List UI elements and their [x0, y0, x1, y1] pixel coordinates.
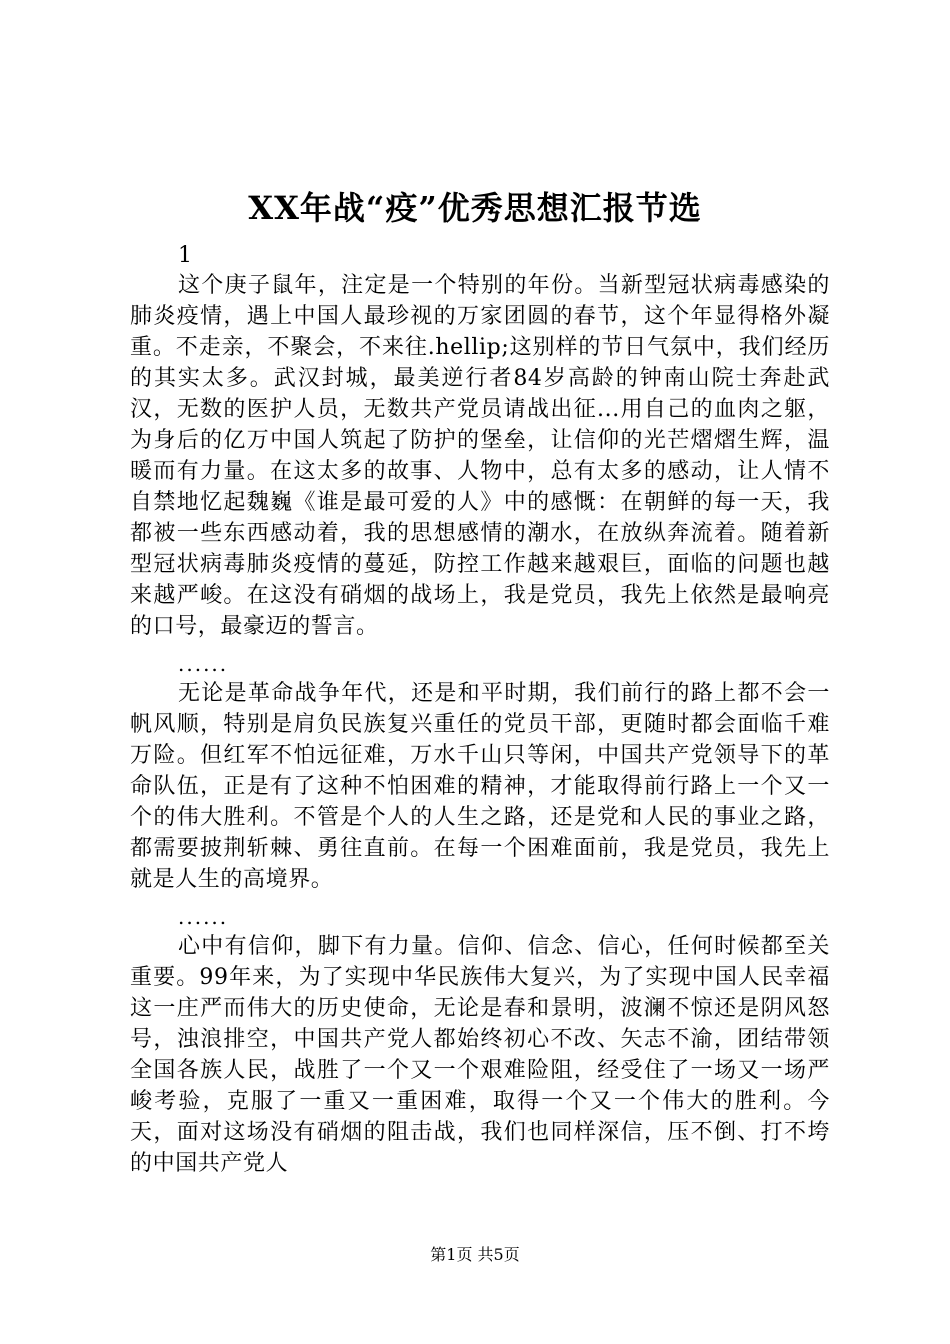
paragraph-2: 无论是革命战争年代，还是和平时期，我们前行的路上都不会一帆风顺，特别是肩负民族复兴重任的党员干部，更随时都会面临千难万险。但红军不怕远征难，万水千山只等闲，中国共产党领导下的革命队伍，正是有了这种不怕困难的精神，才能取得前行路上一个又一个的伟大胜利。不管是个人的人生之路，还是党和人民的事业之路，都需要披荆斩棘、勇往直前。在每一个困难面前，我是党员，我先上就是人生的高境界。: [130, 681, 830, 892]
document-body: [130, 270, 830, 1179]
document-title: XX年战“疫”优秀思想汇报节选: [248, 189, 702, 227]
ellipsis-separator-2: ......: [178, 905, 229, 929]
paragraph-3: 心中有信仰，脚下有力量。信仰、信念、信心，任何时候都至关重要。99年来，为了实现中华民族伟大复兴，为了实现中国人民幸福这一庄严而伟大的历史使命，无论是春和景明，波澜不惊还是阴风怒号，浊浪排空，中国共产党人都始终初心不改、矢志不渝，团结带领全国各族人民，战胜了一个又一个艰难险阻，经受住了一场又一场严峻考验，克服了一重又一重困难，取得一个又一个伟大的胜利。今天，面对这场没有硝烟的阻击战，我们也同样深信，压不倒、打不垮的中国共产党人: [130, 934, 830, 1176]
section-number: 1: [178, 243, 192, 268]
paragraph-1: 这个庚子鼠年，注定是一个特别的年份。当新型冠状病毒感染的肺炎疫情，遇上中国人最珍视的万家团圆的春节，这个年显得格外凝重。不走亲，不聚会，不来往.hellip;这别样的节日气氛中，我们经历的其实太多。武汉封城，最美逆行者84岁高龄的钟南山院士奔赴武汉，无数的医护人员，无数共产党员请战出征...用自己的血肉之躯，为身后的亿万中国人筑起了防护的堡垒，让信仰的光芒熠熠生辉，温暖而有力量。在这太多的故事、人物中，总有太多的感动，让人情不自禁地忆起魏巍《谁是最可爱的人》中的感慨：在朝鲜的每一天，我都被一些东西感动着，我的思想感情的潮水，在放纵奔流着。随着新型冠状病毒肺炎疫情的蔓延，防控工作越来越艰巨，面临的问题也越来越严峻。在这没有硝烟的战场上，我是党员，我先上依然是最响亮的口号，最豪迈的誓言。: [130, 273, 830, 639]
ellipsis-separator-1: ......: [178, 652, 229, 676]
page-footer: 第1页 共5页: [430, 1245, 520, 1264]
